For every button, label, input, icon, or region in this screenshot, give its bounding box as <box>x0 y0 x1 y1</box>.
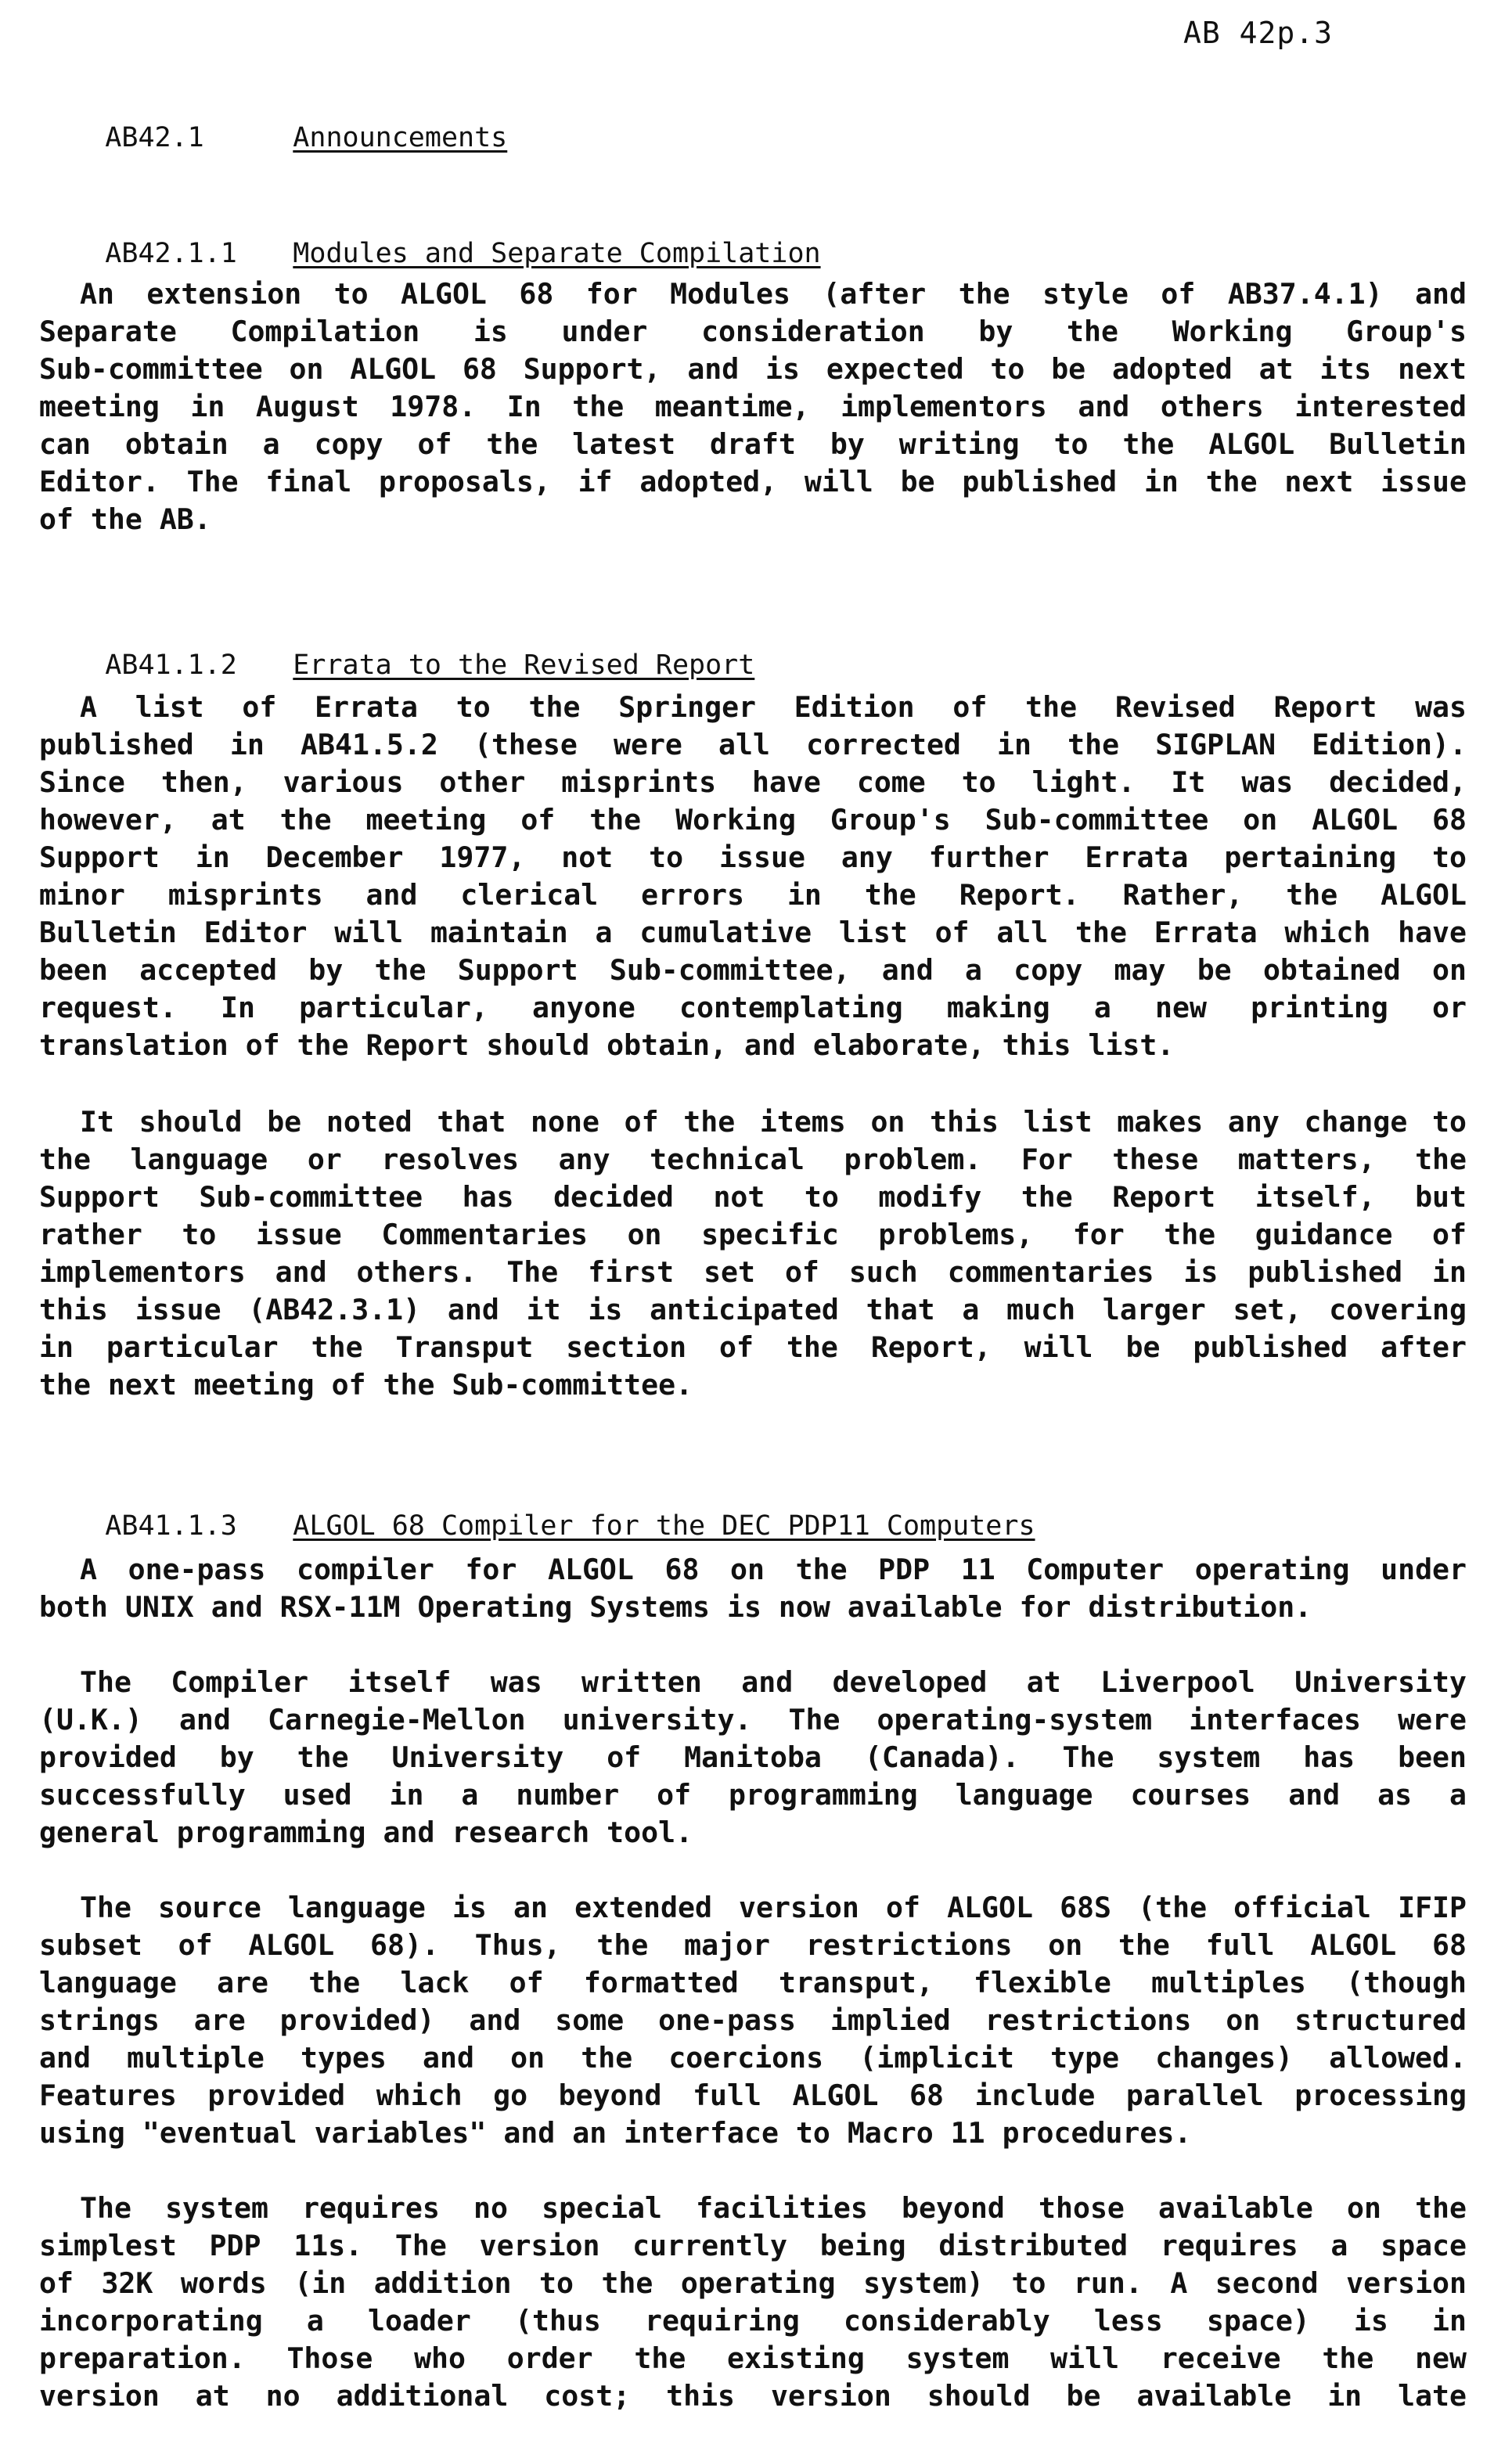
paragraph <box>39 2190 1467 2415</box>
text-line: the language or resolves any technical problem. For these matters, the <box>39 1143 1467 1176</box>
paragraph <box>39 1889 1467 2152</box>
section-number: AB42.1 <box>105 122 204 153</box>
text-line: version at no additional cost; this version should be available in late <box>39 2379 1467 2413</box>
text-line: Support Sub-committee has decided not to modify the Report itself, but <box>39 1180 1467 1214</box>
text-line: can obtain a copy of the latest draft by writing to the ALGOL Bulletin <box>39 427 1467 461</box>
paragraph <box>39 1551 1467 1626</box>
text-line: translation of the Report should obtain, and elaborate, this list. <box>39 1028 1175 1062</box>
text-line: strings are provided) and some one-pass implied restrictions on structured <box>39 2003 1467 2037</box>
section-number: AB41.1.3 <box>105 1510 237 1542</box>
text-line: It should be noted that none of the items on this list makes any change to <box>80 1105 1467 1139</box>
text-line: minor misprints and clerical errors in the Report. Rather, the ALGOL <box>39 878 1467 912</box>
section-number: AB42.1.1 <box>105 238 237 269</box>
text-line: general programming and research tool. <box>39 1816 693 1849</box>
text-line: preparation. Those who order the existing system will receive the new <box>39 2341 1467 2375</box>
page-number: AB 42p.3 <box>1183 16 1334 50</box>
text-line: (U.K.) and Carnegie-Mellon university. The operating-system interfaces were <box>39 1703 1467 1737</box>
text-line: Editor. The final proposals, if adopted, will be published in the next issue <box>39 465 1467 498</box>
text-line: in particular the Transput section of the Report, will be published after <box>39 1330 1467 1364</box>
text-line: however, at the meeting of the Working Group's Sub-committee on ALGOL 68 <box>39 803 1467 837</box>
text-line: of 32K words (in addition to the operating system) to run. A second version <box>39 2266 1467 2300</box>
paragraph <box>39 689 1467 1064</box>
text-line: been accepted by the Support Sub-committee, and a copy may be obtained on <box>39 953 1467 987</box>
text-line: Since then, various other misprints have come to light. It was decided, <box>39 765 1467 799</box>
text-line: The Compiler itself was written and developed at Liverpool University <box>80 1665 1467 1699</box>
text-line: simplest PDP 11s. The version currently being distributed requires a space <box>39 2229 1467 2262</box>
section-title: Errata to the Revised Report <box>293 650 755 681</box>
text-line: and multiple types and on the coercions (implicit type changes) allowed. <box>39 2041 1467 2075</box>
section-heading-announcements <box>39 91 507 185</box>
text-line: Features provided which go beyond full ALGOL 68 include parallel processing <box>39 2078 1467 2112</box>
paragraph <box>39 1103 1467 1404</box>
text-line: Support in December 1977, not to issue any further Errata pertaining to <box>39 840 1467 874</box>
text-line: An extension to ALGOL 68 for Modules (after the style of AB37.4.1) and <box>80 277 1467 311</box>
section-title: Modules and Separate Compilation <box>293 238 821 269</box>
text-line: both UNIX and RSX-11M Operating Systems is now available for distribution. <box>39 1590 1312 1624</box>
text-line: using "eventual variables" and an interface to Macro 11 procedures. <box>39 2116 1192 2150</box>
text-line: this issue (AB42.3.1) and it is anticipated that a much larger set, covering <box>39 1293 1467 1326</box>
text-line: incorporating a loader (thus requiring considerably less space) is in <box>39 2304 1467 2338</box>
section-title: Announcements <box>293 122 508 153</box>
text-line: subset of ALGOL 68). Thus, the major restrictions on the full ALGOL 68 <box>39 1928 1467 1962</box>
text-line: meeting in August 1978. In the meantime, implementors and others interested <box>39 390 1467 423</box>
text-line: The system requires no special facilities beyond those available on the <box>80 2191 1467 2225</box>
text-line: Separate Compilation is under consideration by the Working Group's <box>39 315 1467 348</box>
paragraph <box>39 1664 1467 1852</box>
text-line: Sub-committee on ALGOL 68 Support, and is expected to be adopted at its next <box>39 352 1467 386</box>
text-line: of the AB. <box>39 502 211 536</box>
text-line: A one-pass compiler for ALGOL 68 on the PDP 11 Computer operating under <box>80 1553 1467 1586</box>
text-line: provided by the University of Manitoba (Canada). The system has been <box>39 1740 1467 1774</box>
text-line: implementors and others. The first set of such commentaries is published in <box>39 1255 1467 1289</box>
section-number: AB41.1.2 <box>105 650 237 681</box>
text-line: published in AB41.5.2 (these were all corrected in the SIGPLAN Edition). <box>39 728 1467 761</box>
text-line: language are the lack of formatted transput, flexible multiples (though <box>39 1966 1467 1999</box>
text-line: the next meeting of the Sub-committee. <box>39 1368 693 1402</box>
text-line: Bulletin Editor will maintain a cumulative list of all the Errata which have <box>39 916 1467 949</box>
paragraph <box>39 275 1467 538</box>
text-line: The source language is an extended version of ALGOL 68S (the official IFIP <box>80 1891 1467 1924</box>
text-line: A list of Errata to the Springer Edition of the Revised Report was <box>80 690 1467 724</box>
section-title: ALGOL 68 Compiler for the DEC PDP11 Computers <box>293 1510 1035 1542</box>
text-line: request. In particular, anyone contemplating making a new printing or <box>39 991 1467 1024</box>
text-line: successfully used in a number of programming language courses and as a <box>39 1778 1467 1812</box>
text-line: rather to issue Commentaries on specific problems, for the guidance of <box>39 1218 1467 1251</box>
